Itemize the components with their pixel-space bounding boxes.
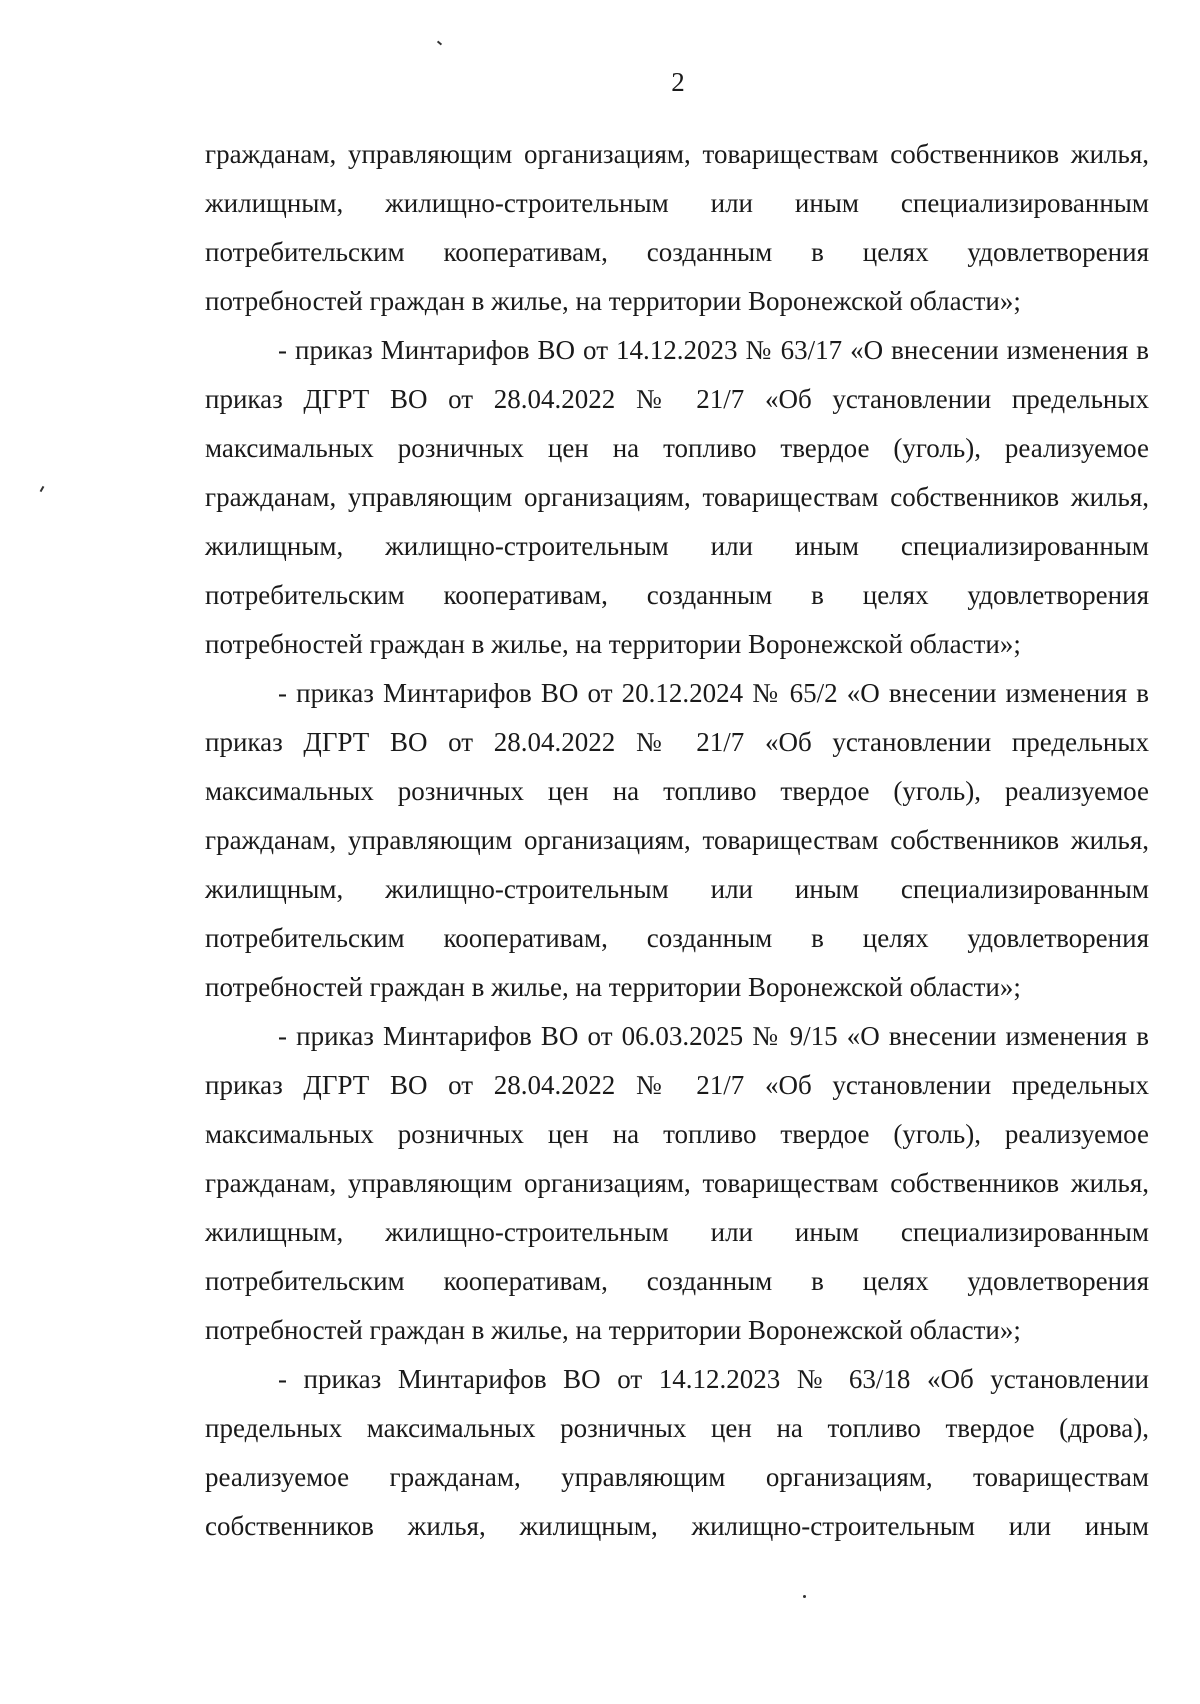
- paragraph-continuation: гражданам, управляющим организациям, товариществам собственников жилья, жилищным, жилищно-строительным или иным специализированным потребительским кооперативам, созданным в целях удовлетворения потребностей граждан в жилье, на территории Воронежской области»;: [205, 139, 1149, 316]
- scan-speck: [40, 486, 45, 492]
- list-item-order-63-17: - приказ Минтарифов ВО от 14.12.2023 № 63/17 «О внесении изменения в приказ ДГРТ ВО от 28.04.2022 № 21/7 «Об установлении предельных максимальных розничных цен на топливо твердое (уголь), реализуемое гражданам, управляющим организациям, товариществам собственников жилья, жилищным, жилищно-строительным или иным специализированным потребительским кооперативам, созданным в целях удовлетворения потребностей граждан в жилье, на территории Воронежской области»;: [205, 335, 1149, 659]
- list-item-order-65-2: - приказ Минтарифов ВО от 20.12.2024 № 65/2 «О внесении изменения в приказ ДГРТ ВО от 28.04.2022 № 21/7 «Об установлении предельных максимальных розничных цен на топливо твердое (уголь), реализуемое гражданам, управляющим организациям, товариществам собственников жилья, жилищным, жилищно-строительным или иным специализированным потребительским кооперативам, созданным в целях удовлетворения потребностей граждан в жилье, на территории Воронежской области»;: [205, 678, 1149, 1002]
- document-body: [205, 130, 1149, 1551]
- page-number: 2: [671, 67, 685, 97]
- scan-speck: [437, 41, 442, 46]
- list-item-order-63-18: - приказ Минтарифов ВО от 14.12.2023 № 63/18 «Об установлении предельных максимальных розничных цен на топливо твердое (дрова), реализуемое гражданам, управляющим организациям, товариществам собственников жилья, жилищным, жилищно-строительным или иным: [205, 1364, 1149, 1541]
- scan-speck: [803, 1595, 806, 1598]
- list-item-order-9-15: - приказ Минтарифов ВО от 06.03.2025 № 9/15 «О внесении изменения в приказ ДГРТ ВО от 28.04.2022 № 21/7 «Об установлении предельных максимальных розничных цен на топливо твердое (уголь), реализуемое гражданам, управляющим организациям, товариществам собственников жилья, жилищным, жилищно-строительным или иным специализированным потребительским кооперативам, созданным в целях удовлетворения потребностей граждан в жилье, на территории Воронежской области»;: [205, 1021, 1149, 1345]
